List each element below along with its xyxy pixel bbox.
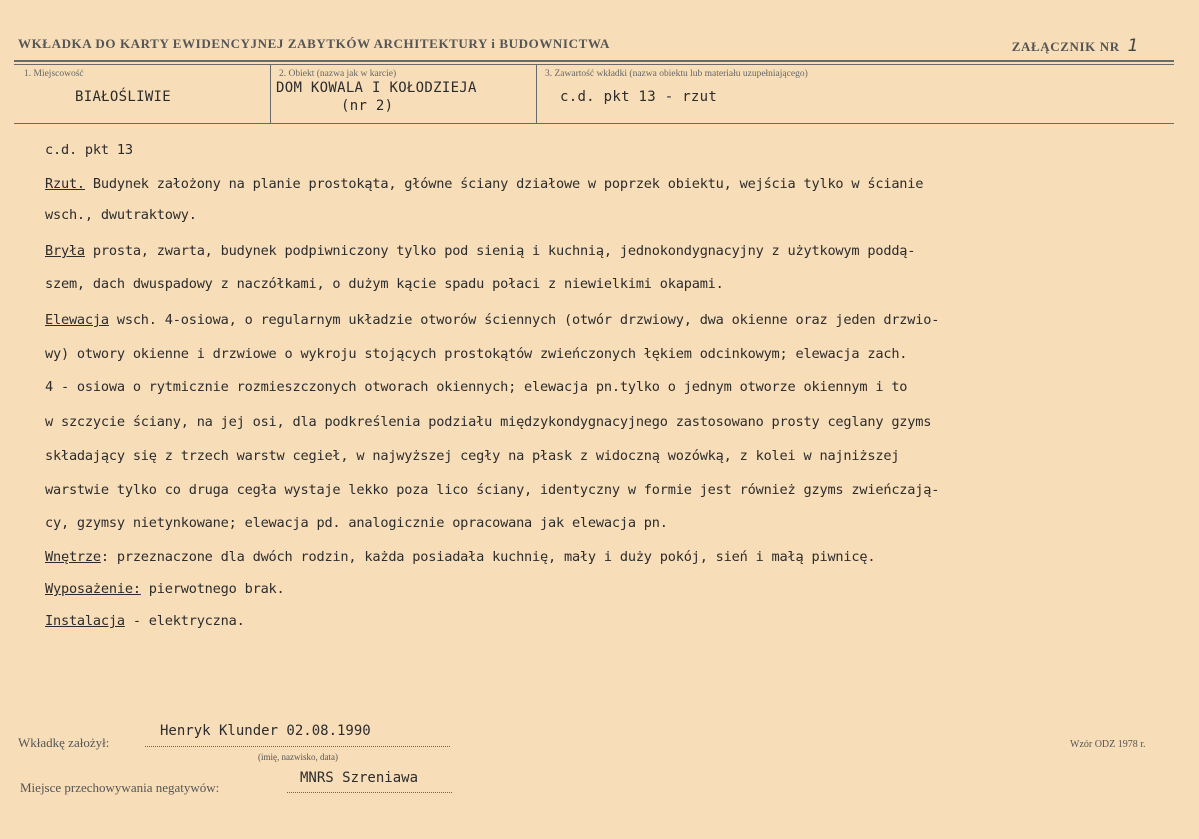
author-label: Wkładkę założył:	[18, 735, 110, 750]
body-text: wsch. 4-osiowa, o regularnym układzie otworów ściennych (otwór drzwiowy, dwa okienne oraz jeden drzwio-	[108, 312, 940, 328]
form-title: WKŁADKA DO KARTY EWIDENCYJNEJ ZABYTKÓW ARCHITEKTURY i BUDOWNICTWA	[18, 36, 610, 51]
body-line	[45, 312, 939, 328]
object-label: 2. Obiekt (nazwa jak w karcie)	[279, 69, 397, 79]
storage-label: Miejsce przechowywania negatywów:	[20, 780, 220, 795]
body-text: prosta, zwarta, budynek podpiwniczony tylko pod sienią i kuchnią, jednokondygnacyjny z użytkowym poddą-	[84, 243, 916, 259]
section-heading-elewacja: Elewacja	[45, 312, 109, 328]
content-label: 3. Zawartość wkładki (nazwa obiektu lub materiału uzupełniającego)	[545, 69, 808, 79]
body-line: 4 - osiowa o rytmicznie rozmieszczonych otworach okiennych; elewacja pn.tylko o jednym otworze okiennym i to	[45, 379, 908, 395]
body-line	[45, 549, 875, 565]
section-heading-rzut: Rzut.	[45, 176, 85, 192]
body-line: szem, dach dwuspadowy z naczółkami, o dużym kącie spadu połaci z niewielkimi okapami.	[45, 276, 724, 292]
body-line	[45, 581, 285, 597]
boxes-bottom-rule	[14, 123, 1174, 124]
body-text: - elektryczna.	[124, 613, 245, 629]
body-line	[45, 613, 245, 629]
header-rule-thick	[14, 60, 1174, 62]
body-line: cy, gzymsy nietynkowane; elewacja pd. analogicznie opracowana jak elewacja pn.	[45, 515, 668, 531]
object-value-line1: DOM KOWALA I KOŁODZIEJA	[276, 80, 477, 96]
header-rule-thin	[14, 64, 1174, 65]
locality-value: BIAŁOŚLIWIE	[75, 89, 172, 105]
annex-number-field	[1012, 36, 1139, 56]
body-line: w szczycie ściany, na jej osi, dla podkreślenia podziału międzykondygnacyjnego zastosowano prosty ceglany gzyms	[45, 414, 932, 430]
storage-value: MNRS Szreniawa	[300, 770, 419, 786]
body-text: Budynek założony na planie prostokąta, główne ściany działowe w poprzek obiektu, wejścia tylko w ścianie	[84, 176, 924, 192]
box-divider-1	[270, 64, 271, 123]
body-text: pierwotnego brak.	[140, 581, 285, 597]
body-line: wy) otwory okienne i drzwiowe o wykroju stojących prostokątów zwieńczonych łękiem odcinkowym; elewacja zach.	[45, 346, 908, 362]
content-value: c.d. pkt 13 - rzut	[560, 89, 718, 105]
locality-label: 1. Miejscowość	[24, 69, 84, 79]
body-line	[45, 176, 923, 192]
form-code: Wzór ODZ 1978 r.	[1070, 739, 1146, 750]
section-heading-wyposazenie: Wyposażenie:	[45, 581, 141, 597]
author-dotted-line	[145, 746, 450, 747]
object-value-line2: (nr 2)	[341, 98, 394, 114]
section-heading-wnetrze: Wnętrze	[45, 549, 101, 565]
body-text: : przeznaczone dla dwóch rodzin, każda posiadała kuchnię, mały i duży pokój, sień i małą piwnicę.	[100, 549, 876, 565]
section-heading-instalacja: Instalacja	[45, 613, 125, 629]
body-line: c.d. pkt 13	[45, 142, 133, 158]
body-line: składający się z trzech warstw cegieł, w najwyższej cegły na płask z widoczną wozówką, z kolei w najniższej	[45, 448, 900, 464]
storage-dotted-line	[287, 792, 452, 793]
body-line: wsch., dwutraktowy.	[45, 207, 197, 223]
body-line: warstwie tylko co druga cegła wystaje lekko poza lico ściany, identyczny w formie jest również gzyms zwieńczają-	[45, 482, 940, 498]
box-divider-2	[536, 64, 537, 123]
annex-number: 1	[1127, 36, 1139, 56]
annex-label: ZAŁĄCZNIK NR	[1011, 39, 1120, 54]
author-hint: (imię, nazwisko, data)	[258, 752, 338, 762]
section-heading-bryla: Bryła	[45, 243, 85, 259]
body-line	[45, 243, 915, 259]
author-value: Henryk Klunder 02.08.1990	[160, 723, 371, 739]
